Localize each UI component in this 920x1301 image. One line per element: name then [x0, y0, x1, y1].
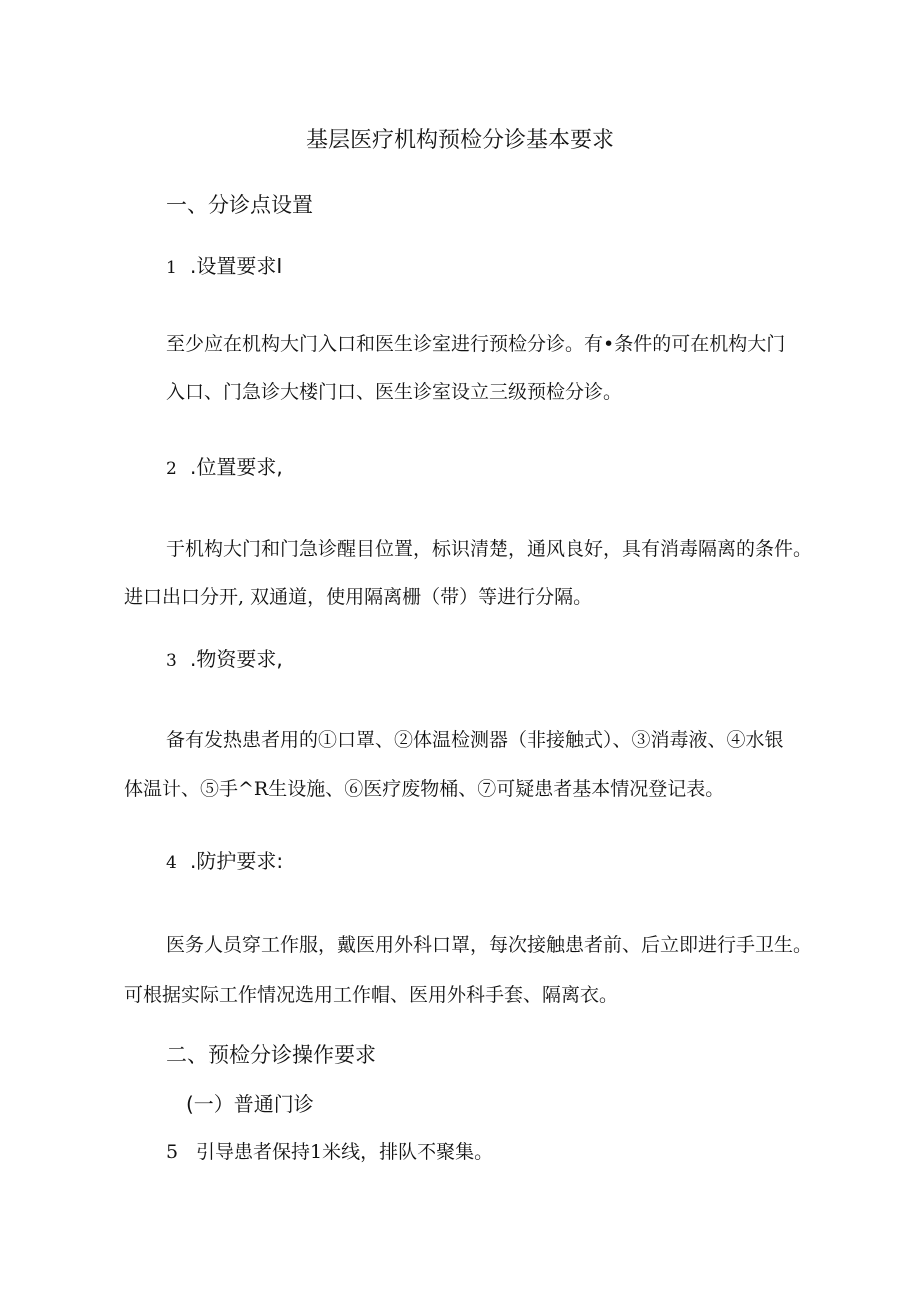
subsection-2-number: 2	[166, 459, 177, 479]
paragraph-2-line-2: 进口出口分开, 双通道，使用隔离栅（带）等进行分隔。	[124, 586, 593, 608]
list-item-5	[166, 1136, 493, 1168]
subsection-3-title: .物资要求,	[190, 647, 283, 671]
subsection-3-heading	[166, 643, 283, 677]
list-item-5-number: 5	[166, 1141, 179, 1163]
subsection-1-title: .设置要求I	[190, 254, 283, 278]
subsection-4-number: 4	[166, 853, 177, 873]
paragraph-4-line-1: 医务人员穿工作服，戴医用外科口罩，每次接触患者前、后立即进行手卫生。	[166, 934, 813, 956]
paragraph-1-line-2: 入口、门急诊大楼门口、医生诊室设立三级预检分诊。	[166, 381, 623, 403]
subsection-3-number: 3	[166, 651, 177, 671]
document-title: 基层医疗机构预检分诊基本要求	[305, 128, 614, 153]
paragraph-2-line-1: 于机构大门和门急诊醒目位置，标识清楚，通风良好，具有消毒隔离的条件。	[166, 538, 813, 560]
subsection-2-title: .位置要求,	[190, 455, 283, 479]
paragraph-3-line-1: 备有发热患者用的①口罩、②体温检测器（非接触式）、③消毒液、④水银	[166, 729, 784, 751]
section-2-heading: 二、预检分诊操作要求	[166, 1043, 376, 1067]
subsection-1-number: 1	[166, 258, 177, 278]
paragraph-1-line-1: 至少应在机构大门入口和医生诊室进行预检分诊。有•条件的可在机构大门	[166, 333, 786, 355]
paragraph-3-line-2: 体温计、⑤手^R生设施、⑥医疗废物桶、⑦可疑患者基本情况登记表。	[124, 778, 725, 800]
subsection-1-heading	[166, 250, 282, 284]
list-item-5-text: 引导患者保持1米线，排队不聚集。	[196, 1141, 494, 1163]
subsection-4-heading	[166, 845, 283, 879]
subsection-4-title: .防护要求:	[190, 849, 284, 873]
section-1-heading: 一、分诊点设置	[166, 193, 313, 217]
paragraph-4-line-2: 可根据实际工作情况选用工作帽、医用外科手套、隔离衣。	[124, 984, 619, 1006]
subsection-general-outpatient-heading: (一）普通门诊	[186, 1092, 314, 1116]
subsection-2-heading	[166, 451, 283, 485]
